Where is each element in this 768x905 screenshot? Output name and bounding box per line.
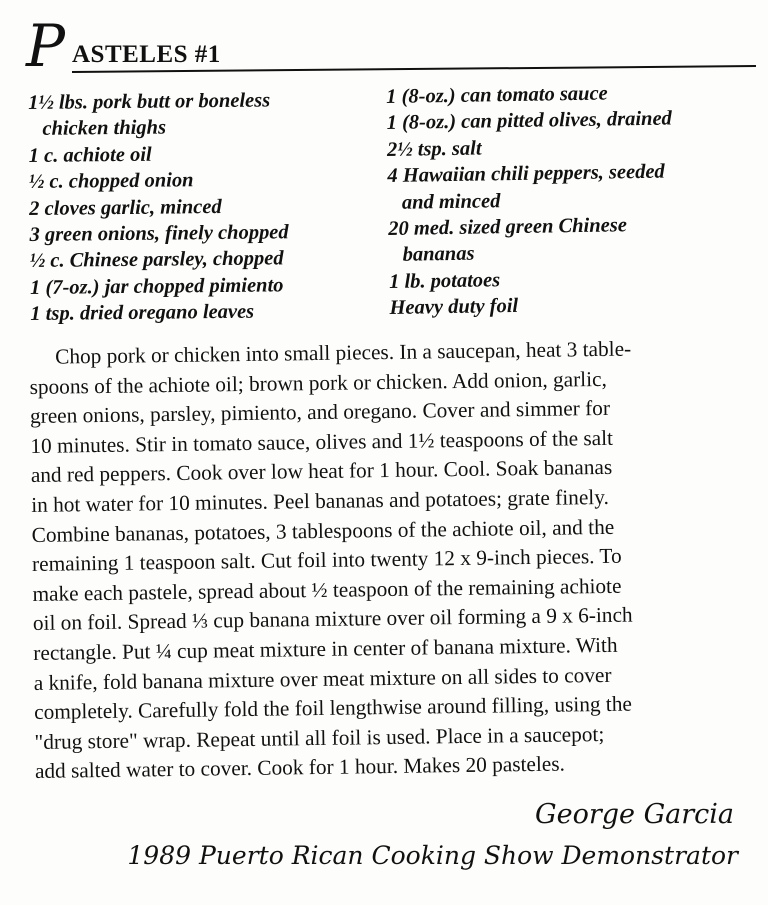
instruction-line: a knife, fold banana mixture over meat mixture on all sides to cover [33, 662, 612, 695]
ingredient-line: ½ c. Chinese parsley, chopped [29, 247, 284, 273]
instruction-line: spoons of the achiote oil; brown pork or chicken. Add onion, garlic, [29, 366, 607, 399]
ingredient-line: 2 cloves garlic, minced [29, 195, 222, 220]
instruction-line: "drug store" wrap. Repeat until all foil is used. Place in a saucepot; [34, 721, 605, 754]
instruction-line: and red peppers. Cook over low heat for 1 hour. Cool. Soak bananas [30, 455, 613, 488]
ingredient-line: 1 lb. potatoes [388, 269, 501, 293]
instructions-paragraph [29, 333, 745, 787]
signature-name: George Garcia [535, 799, 734, 830]
instruction-line: 10 minutes. Stir in tomato sauce, olives and 1½ teaspoons of the salt [30, 425, 614, 458]
instruction-line: Combine bananas, potatoes, 3 tablespoons of the achiote oil, and the [31, 514, 615, 547]
signature-role: 1989 Puerto Rican Cooking Show Demonstrator [127, 841, 738, 870]
ingredient-line: 20 med. sized green Chinese [388, 214, 628, 241]
instruction-line: make each pastele, spread about ½ teaspoon of the remaining achiote [32, 573, 622, 606]
ingredient-line: 1 tsp. dried oregano leaves [30, 300, 255, 326]
instruction-line: add salted water to cover. Cook for 1 hour. Makes 20 pasteles. [34, 751, 566, 784]
instruction-line: remaining 1 teaspoon salt. Cut foil into twenty 12 x 9-inch pieces. To [31, 543, 622, 577]
ingredient-line: and minced [401, 189, 501, 214]
ingredient-line: 2½ tsp. salt [386, 137, 482, 161]
ingredient-line: Heavy duty foil [389, 295, 519, 320]
instruction-line: rectangle. Put ¼ cup meat mixture in center of banana mixture. With [33, 632, 618, 665]
ingredient-line: 3 green onions, finely chopped [29, 221, 289, 247]
instruction-line: oil on foil. Spread ⅓ cup banana mixture over oil forming a 9 x 6-inch [32, 602, 633, 636]
title-initial-letter: P [26, 12, 66, 80]
ingredients-left-column [28, 86, 380, 327]
title-text: ASTELES #1 [72, 41, 221, 68]
ingredients-right-column [386, 78, 750, 321]
ingredient-line: 1 (7-oz.) jar chopped pimiento [29, 274, 284, 299]
instruction-line: green onions, parsley, pimiento, and oregano. Cover and simmer for [29, 396, 611, 429]
ingredient-line: 1 c. achiote oil [28, 143, 152, 167]
ingredient-line: ½ c. chopped onion [28, 169, 194, 194]
ingredient-line: 1 (8-oz.) can tomato sauce [386, 82, 608, 108]
instruction-line: in hot water for 10 minutes. Peel bananas and potatoes; grate finely. [31, 484, 609, 517]
ingredient-line: 1 (8-oz.) can pitted olives, drained [386, 107, 673, 135]
ingredient-line: 4 Hawaiian chili peppers, seeded [387, 160, 665, 188]
ingredient-line: 1½ lbs. pork butt or boneless [28, 89, 271, 114]
instruction-line: completely. Carefully fold the foil lengthwise around filling, using the [33, 691, 633, 725]
ingredient-line: chicken thighs [42, 116, 167, 141]
recipe-title [22, 14, 746, 80]
instruction-line: Chop pork or chicken into small pieces. In a saucepan, heat 3 table- [55, 336, 632, 369]
ingredient-line: bananas [402, 243, 475, 267]
